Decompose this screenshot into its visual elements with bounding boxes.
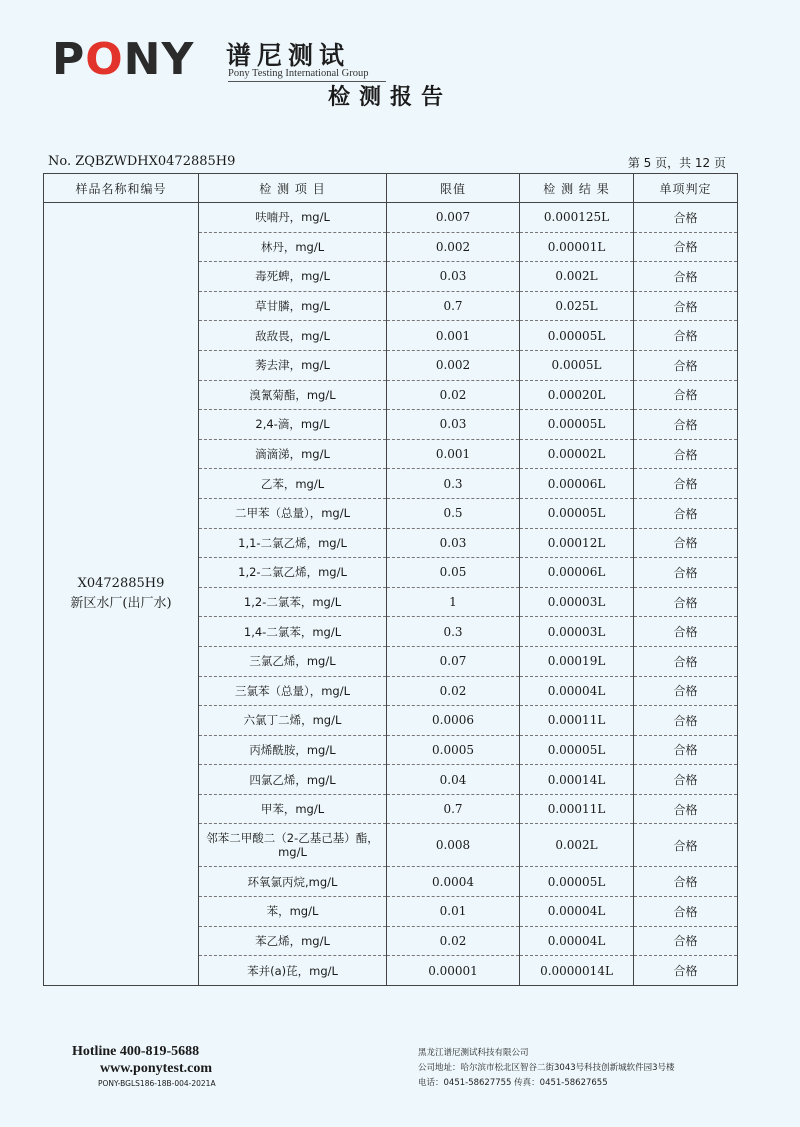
judgement: 合格 [634,676,738,706]
judgement: 合格 [634,765,738,795]
test-item: 苯乙烯，mg/L [199,926,387,956]
limit-value: 0.002 [387,350,520,380]
brand-name-cn: 谱尼测试 [226,41,351,70]
judgement: 合格 [634,262,738,292]
limit-value: 0.03 [387,528,520,558]
test-item: 溴氰菊酯，mg/L [199,380,387,410]
limit-value: 0.008 [387,824,520,867]
limit-value: 0.00001 [387,956,520,986]
judgement: 合格 [634,498,738,528]
test-item: 敌敌畏，mg/L [199,321,387,351]
judgement: 合格 [634,926,738,956]
header-sample: 样品名称和编号 [44,174,199,203]
limit-value: 0.01 [387,897,520,927]
limit-value: 0.0006 [387,706,520,736]
limit-value: 0.5 [387,498,520,528]
judgement: 合格 [634,558,738,588]
test-result: 0.00004L [520,897,634,927]
test-result: 0.00005L [520,867,634,897]
judgement: 合格 [634,587,738,617]
test-item: 毒死蜱，mg/L [199,262,387,292]
limit-value: 0.3 [387,617,520,647]
test-item: 1,4-二氯苯，mg/L [199,617,387,647]
test-result: 0.00005L [520,410,634,440]
website-link[interactable]: www.ponytest.com [100,1061,212,1076]
limit-value: 0.02 [387,926,520,956]
test-result: 0.0005L [520,350,634,380]
limit-value: 0.07 [387,646,520,676]
judgement: 合格 [634,528,738,558]
limit-value: 0.7 [387,291,520,321]
judgement: 合格 [634,380,738,410]
sample-cell [44,203,199,986]
test-item: 滴滴涕，mg/L [199,439,387,469]
test-result: 0.00006L [520,469,634,499]
sample-name: 新区水厂(出厂水) [70,595,172,611]
judgement: 合格 [634,794,738,824]
test-result: 0.002L [520,824,634,867]
limit-value: 0.0004 [387,867,520,897]
limit-value: 0.03 [387,262,520,292]
test-item: 草甘膦，mg/L [199,291,387,321]
pony-logo: PONY [52,34,195,85]
test-item: 二甲苯（总量），mg/L [199,498,387,528]
report-title: 检测报告 [328,85,453,110]
test-item: 1,1-二氯乙烯，mg/L [199,528,387,558]
results-table [43,173,738,986]
test-result: 0.00005L [520,498,634,528]
judgement: 合格 [634,824,738,867]
limit-value: 0.02 [387,676,520,706]
limit-value: 1 [387,587,520,617]
limit-value: 0.001 [387,321,520,351]
test-result: 0.00012L [520,528,634,558]
hotline: Hotline 400-819-5688 [72,1044,200,1059]
test-item: 丙烯酰胺，mg/L [199,735,387,765]
test-item: 苯并(a)芘，mg/L [199,956,387,986]
document-code: PONY-BGLS186-18B-004-2021A [98,1079,216,1088]
test-result: 0.00014L [520,765,634,795]
limit-value: 0.7 [387,794,520,824]
report-number: No. ZQBZWDHX0472885H9 [48,154,236,169]
limit-value: 0.001 [387,439,520,469]
judgement: 合格 [634,291,738,321]
brand-name-en: Pony Testing International Group [228,68,369,79]
test-item: 莠去津，mg/L [199,350,387,380]
test-result: 0.000125L [520,203,634,233]
test-result: 0.002L [520,262,634,292]
test-item: 乙苯，mg/L [199,469,387,499]
test-result: 0.00011L [520,794,634,824]
judgement: 合格 [634,203,738,233]
table-header-row [44,174,738,203]
judgement: 合格 [634,617,738,647]
test-result: 0.00019L [520,646,634,676]
limit-value: 0.0005 [387,735,520,765]
judgement: 合格 [634,897,738,927]
judgement: 合格 [634,410,738,440]
test-result: 0.025L [520,291,634,321]
footer-contact [72,1044,216,1088]
header-item: 检 测 项 目 [199,174,387,203]
test-result: 0.00020L [520,380,634,410]
sample-code: X0472885H9 [77,575,165,591]
limit-value: 0.3 [387,469,520,499]
footer-company [418,1046,675,1091]
judgement: 合格 [634,646,738,676]
test-item: 1,2-二氯乙烯，mg/L [199,558,387,588]
header-result: 检 测 结 果 [520,174,634,203]
test-item: 2,4-滴，mg/L [199,410,387,440]
judgement: 合格 [634,439,738,469]
judgement: 合格 [634,350,738,380]
test-result: 0.00002L [520,439,634,469]
judgement: 合格 [634,321,738,351]
test-result: 0.00001L [520,232,634,262]
header-limit: 限值 [387,174,520,203]
test-item: 邻苯二甲酸二（2-乙基己基）酯，mg/L [199,824,387,867]
test-result: 0.00003L [520,587,634,617]
test-item: 林丹，mg/L [199,232,387,262]
test-item: 苯，mg/L [199,897,387,927]
test-result: 0.00011L [520,706,634,736]
limit-value: 0.02 [387,380,520,410]
judgement: 合格 [634,735,738,765]
test-result: 0.00005L [520,735,634,765]
test-result: 0.00004L [520,676,634,706]
test-result: 0.00003L [520,617,634,647]
test-item: 甲苯，mg/L [199,794,387,824]
company-name: 黑龙江谱尼测试科技有限公司 [418,1048,529,1058]
company-phone: 电话：0451-58627755 传真：0451-58627655 [418,1078,608,1088]
test-item: 四氯乙烯，mg/L [199,765,387,795]
test-item: 三氯乙烯，mg/L [199,646,387,676]
test-item: 三氯苯（总量），mg/L [199,676,387,706]
table-row [44,203,738,233]
limit-value: 0.007 [387,203,520,233]
test-result: 0.0000014L [520,956,634,986]
judgement: 合格 [634,232,738,262]
test-item: 环氧氯丙烷,mg/L [199,867,387,897]
test-item: 1,2-二氯苯，mg/L [199,587,387,617]
test-item: 六氯丁二烯，mg/L [199,706,387,736]
judgement: 合格 [634,706,738,736]
limit-value: 0.05 [387,558,520,588]
judgement: 合格 [634,469,738,499]
limit-value: 0.002 [387,232,520,262]
limit-value: 0.03 [387,410,520,440]
judgement: 合格 [634,867,738,897]
header-judge: 单项判定 [634,174,738,203]
test-item: 呋喃丹，mg/L [199,203,387,233]
judgement: 合格 [634,956,738,986]
company-address: 公司地址：哈尔滨市松北区智谷二街3043号科技创新城软件园3号楼 [418,1063,675,1073]
limit-value: 0.04 [387,765,520,795]
test-result: 0.00005L [520,321,634,351]
page-count: 第 5 页，共 12 页 [627,156,726,170]
test-result: 0.00004L [520,926,634,956]
test-result: 0.00006L [520,558,634,588]
